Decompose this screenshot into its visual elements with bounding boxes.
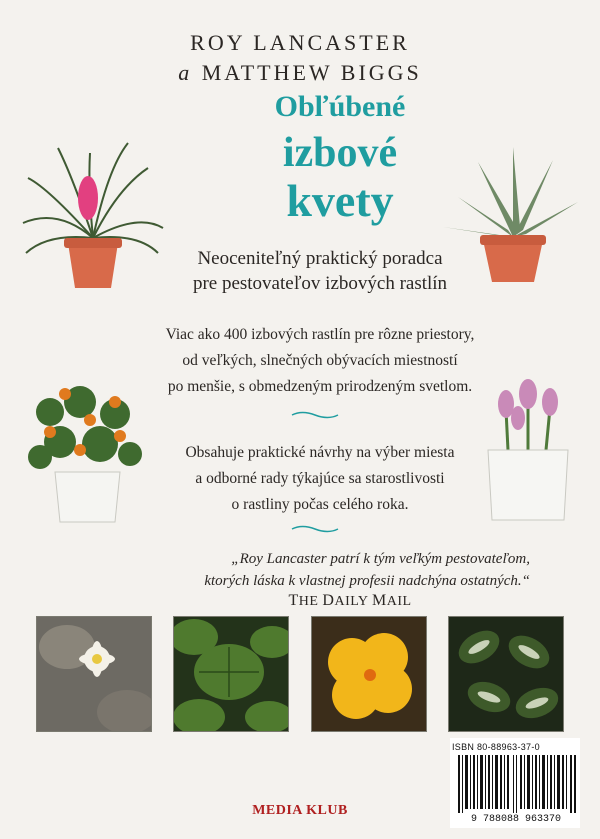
green-leaves-photo <box>173 616 289 732</box>
barcode <box>458 755 576 813</box>
barcode-digits: 9 788088 963370 <box>470 814 561 825</box>
author-1: ROY LANCASTER <box>190 30 410 55</box>
quote-source: THE DAILY MAIL <box>288 592 412 609</box>
description-1-line-3: po menšie, s obmedzeným prirodzeným svetlom. <box>167 378 473 395</box>
book-title-line-3: kvety <box>286 175 394 226</box>
subtitle-line-2: pre pestovateľov izbových rastlín <box>192 273 448 294</box>
description-paragraph-2 <box>110 440 530 518</box>
subtitle-line-1: Neoceniteľný praktický poradca <box>197 248 443 269</box>
quote-line-2: ktorých láska k vlastnej profesii nadchýna ostatných.“ <box>204 573 530 589</box>
book-title-line-2: izbové <box>282 130 398 176</box>
cactus-flower-photo <box>36 616 152 732</box>
description-2-line-2: a odborné rady týkajúce sa starostlivosti <box>195 470 445 487</box>
publisher-logo: MEDIA KLUB <box>252 803 348 818</box>
isbn-number: ISBN 80-88963-37-0 <box>452 742 540 752</box>
ornament-divider <box>290 410 340 420</box>
variegated-leaves-photo <box>448 616 564 732</box>
author-2-line <box>0 60 600 86</box>
description-2-line-3: o rastliny počas celého roka. <box>231 496 409 513</box>
review-quote <box>100 548 530 592</box>
quote-line-1: „Roy Lancaster patrí k tým veľkým pestovateľom, <box>231 551 530 567</box>
description-1-line-2: od veľkých, slnečných obývacích miestností <box>182 352 458 369</box>
subtitle <box>120 246 520 296</box>
author-2: MATTHEW BIGGS <box>201 60 422 85</box>
book-title-line-1: Obľúbené <box>274 90 406 123</box>
ornament-divider <box>290 524 340 534</box>
description-2-line-1: Obsahuje praktické návrhy na výber miesta <box>185 444 455 461</box>
yellow-flower-photo <box>311 616 427 732</box>
description-1-line-1: Viac ako 400 izbových rastlín pre rôzne priestory, <box>165 326 475 343</box>
description-paragraph-1 <box>110 322 530 400</box>
author-conjunction: a <box>178 60 190 85</box>
